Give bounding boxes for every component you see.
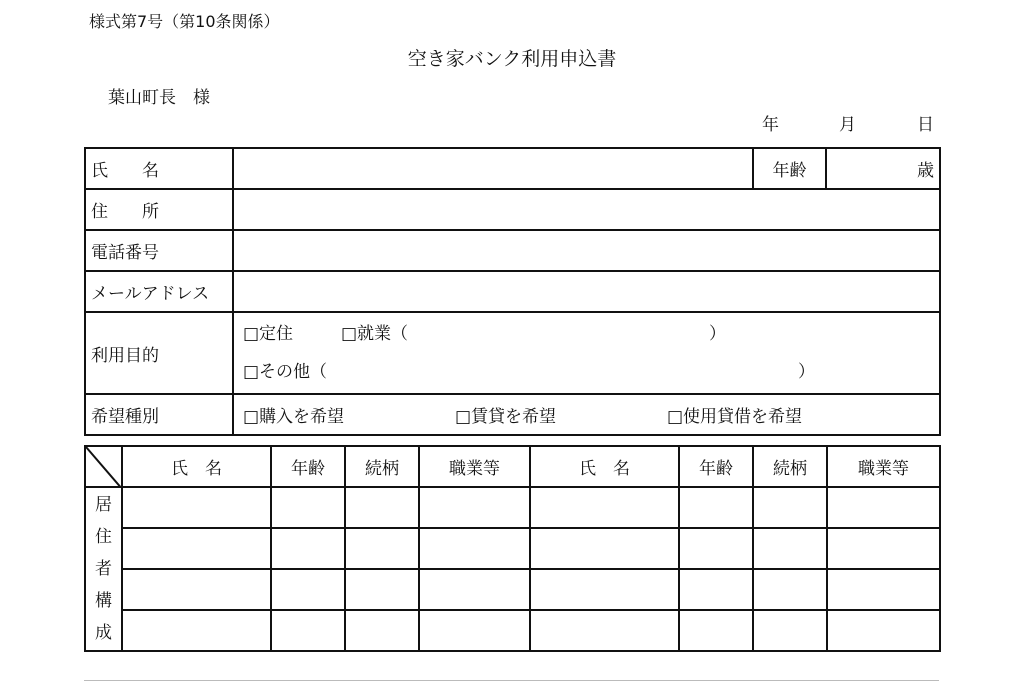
diagonal-line <box>86 447 122 487</box>
table-cell[interactable] <box>679 487 753 528</box>
col-header-relation-2: 続柄 <box>753 446 827 487</box>
form-number: 様式第7号（第10条関係） <box>89 12 280 31</box>
col-header-age: 年齢 <box>271 446 345 487</box>
table-cell[interactable] <box>271 528 345 569</box>
date-line <box>762 110 934 135</box>
table-cell[interactable] <box>122 569 271 610</box>
email-row <box>85 271 940 312</box>
table-cell[interactable] <box>827 528 940 569</box>
table-cell[interactable] <box>345 528 419 569</box>
table-cell[interactable] <box>530 569 679 610</box>
checkbox-settle[interactable]: □定住 <box>243 324 294 344</box>
table-cell[interactable] <box>345 569 419 610</box>
address-field[interactable] <box>233 189 940 230</box>
table-cell[interactable] <box>419 569 530 610</box>
purpose-row <box>85 312 940 394</box>
addressee: 葉山町長 様 <box>108 88 210 108</box>
household-side-label <box>85 487 122 651</box>
table-cell[interactable] <box>345 487 419 528</box>
hope-row <box>85 394 940 435</box>
table-cell[interactable] <box>122 487 271 528</box>
household-table <box>84 445 941 652</box>
date-day: 日 <box>917 115 934 135</box>
table-cell[interactable] <box>827 610 940 651</box>
table-cell[interactable] <box>271 569 345 610</box>
table-cell[interactable] <box>419 487 530 528</box>
checkbox-purchase[interactable]: □購入を希望 <box>243 407 345 427</box>
col-header-name: 氏 名 <box>122 446 271 487</box>
diagonal-corner <box>85 446 122 487</box>
table-cell[interactable] <box>679 569 753 610</box>
name-label: 氏 名 <box>85 148 233 189</box>
age-unit: 歳 <box>917 161 934 181</box>
email-label: メールアドレス <box>85 271 233 312</box>
table-cell[interactable] <box>530 610 679 651</box>
table-cell[interactable] <box>827 487 940 528</box>
col-header-relation: 続柄 <box>345 446 419 487</box>
household-header-row <box>85 446 940 487</box>
side-char: 者 <box>95 559 112 579</box>
table-row <box>85 610 940 651</box>
name-field[interactable] <box>233 148 753 189</box>
table-cell[interactable] <box>122 610 271 651</box>
table-cell[interactable] <box>753 487 827 528</box>
date-year: 年 <box>762 115 779 135</box>
checkbox-other[interactable]: □その他（ <box>243 362 328 382</box>
table-cell[interactable] <box>753 569 827 610</box>
col-header-occupation-2: 職業等 <box>827 446 940 487</box>
side-char: 成 <box>95 623 112 643</box>
table-cell[interactable] <box>530 487 679 528</box>
phone-label: 電話番号 <box>85 230 233 271</box>
table-cell[interactable] <box>827 569 940 610</box>
side-char: 居 <box>95 495 112 515</box>
other-close-paren: ） <box>798 362 815 382</box>
employment-close-paren: ） <box>709 324 726 344</box>
checkbox-employment[interactable]: □就業（ <box>341 324 409 344</box>
address-label: 住 所 <box>85 189 233 230</box>
hope-options <box>233 394 940 435</box>
table-cell[interactable] <box>271 487 345 528</box>
table-row <box>85 487 940 528</box>
table-cell[interactable] <box>753 610 827 651</box>
applicant-table <box>84 147 941 436</box>
address-row <box>85 189 940 230</box>
table-cell[interactable] <box>271 610 345 651</box>
bottom-rule <box>84 680 939 681</box>
table-cell[interactable] <box>679 610 753 651</box>
table-cell[interactable] <box>419 528 530 569</box>
age-field[interactable] <box>826 148 940 189</box>
page-title: 空き家バンク利用申込書 <box>407 48 617 70</box>
age-label: 年齢 <box>753 148 826 189</box>
table-cell[interactable] <box>345 610 419 651</box>
side-char: 構 <box>95 591 112 611</box>
phone-field[interactable] <box>233 230 940 271</box>
phone-row <box>85 230 940 271</box>
table-cell[interactable] <box>122 528 271 569</box>
table-cell[interactable] <box>419 610 530 651</box>
hope-label: 希望種別 <box>85 394 233 435</box>
checkbox-loan[interactable]: □使用貸借を希望 <box>667 407 803 427</box>
date-month: 月 <box>839 115 856 135</box>
col-header-occupation: 職業等 <box>419 446 530 487</box>
purpose-options <box>233 312 940 394</box>
table-row <box>85 569 940 610</box>
purpose-label: 利用目的 <box>85 312 233 394</box>
email-field[interactable] <box>233 271 940 312</box>
side-char: 住 <box>95 527 112 547</box>
table-row <box>85 528 940 569</box>
table-cell[interactable] <box>530 528 679 569</box>
name-row <box>85 148 940 189</box>
checkbox-rent[interactable]: □賃貸を希望 <box>455 407 557 427</box>
col-header-name-2: 氏 名 <box>530 446 679 487</box>
col-header-age-2: 年齢 <box>679 446 753 487</box>
table-cell[interactable] <box>679 528 753 569</box>
table-cell[interactable] <box>753 528 827 569</box>
